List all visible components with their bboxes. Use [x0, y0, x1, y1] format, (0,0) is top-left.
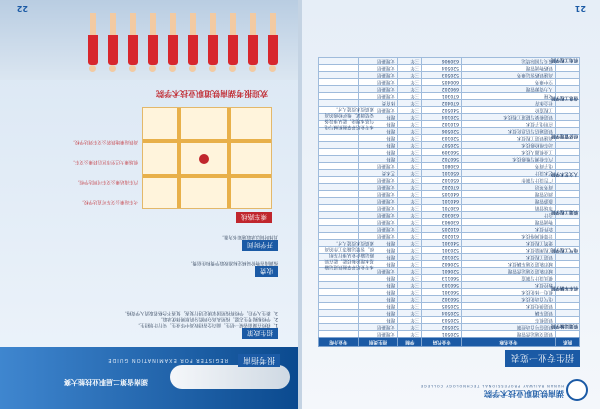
table-cell — [319, 156, 359, 163]
table-cell: 三年 — [398, 268, 422, 275]
table-header: 招生类别 — [358, 338, 398, 347]
table-header-row — [319, 338, 580, 347]
table-cell: 文理兼招 — [358, 212, 398, 219]
table-cell: 520503 — [422, 317, 462, 324]
table-cell: 520506 — [422, 128, 462, 135]
table-cell: 640105 — [422, 191, 462, 198]
table-cell: 三年 — [398, 128, 422, 135]
table-cell — [319, 142, 359, 149]
staff-member — [148, 12, 158, 72]
table-cell: 三年 — [398, 275, 422, 282]
table-cell: 三年 — [398, 317, 422, 324]
table-cell — [319, 289, 359, 296]
table-cell: 三年 — [398, 156, 422, 163]
table-cell: 610205 — [422, 226, 462, 233]
table-cell — [319, 282, 359, 289]
table-cell: 三年 — [398, 58, 422, 65]
table-cell: 三年 — [398, 303, 422, 310]
route-map — [142, 107, 272, 209]
staff-member — [128, 12, 138, 72]
start-heading: 开学时间 — [242, 240, 278, 251]
table-row — [319, 296, 580, 303]
table-row — [319, 303, 580, 310]
table-row — [319, 310, 580, 317]
table-cell — [319, 303, 359, 310]
table-cell: 三年 — [398, 135, 422, 142]
staff-member — [228, 12, 238, 72]
table-cell: 铁道交通运营管理 — [462, 331, 556, 338]
table-cell — [319, 65, 359, 72]
table-row — [319, 163, 580, 170]
table-cell: 文理兼招 — [358, 324, 398, 331]
school-name-en: HUNAN RAILWAY PROFESSIONAL TECHNOLOGY COLLEGE — [419, 384, 564, 388]
table-cell: 理科 — [358, 261, 398, 268]
table-cell — [319, 79, 359, 86]
table-cell: 670202 — [422, 184, 462, 191]
table-cell: 三年 — [398, 163, 422, 170]
table-cell — [319, 149, 359, 156]
table-cell: 理科 — [358, 310, 398, 317]
table-cell: 三年 — [398, 86, 422, 93]
table-cell: 铁道工程技术 — [462, 254, 556, 261]
policy-heading: 招生政策 — [242, 328, 278, 339]
table-cell: 文理兼招 — [358, 198, 398, 205]
table-cell: 理科 — [358, 275, 398, 282]
table-cell: 铁道供电技术 — [462, 303, 556, 310]
table-row — [319, 86, 580, 93]
table-cell: 商务英语 — [462, 184, 556, 191]
table-cell: 高速铁道工程技术 — [462, 135, 556, 142]
table-cell: 520507 — [422, 142, 462, 149]
table-row — [319, 58, 580, 65]
table-cell: 520602 — [422, 261, 462, 268]
table-cell: 人力资源管理 — [462, 86, 556, 93]
table-cell: 理科 — [358, 317, 398, 324]
table-cell: 690202 — [422, 86, 462, 93]
table-row — [319, 317, 580, 324]
dept-label: 经济管理学院 — [551, 133, 578, 138]
dept-label: 机车车辆学院 — [551, 285, 578, 290]
table-cell: 艺术设计 — [462, 170, 556, 177]
school-name: 湖南铁道职业技术学院 — [484, 389, 564, 398]
table-cell: 理科 — [358, 135, 398, 142]
section-subtitle: REGISTER FOR EXAMINATION GUIDE — [107, 357, 228, 363]
table-cell — [319, 72, 359, 79]
table-cell: 三年 — [398, 93, 422, 100]
table-cell: 工程造价 — [462, 107, 556, 114]
table-cell: 文理兼招 — [358, 331, 398, 338]
table-cell: 文理兼招 — [358, 219, 398, 226]
table-cell: 630906 — [422, 58, 462, 65]
table-cell: 640101 — [422, 198, 462, 205]
dept-label: 电气工程学院 — [551, 247, 578, 252]
table-row — [319, 65, 580, 72]
table-cell: 模具设计与制造 — [462, 275, 556, 282]
dept-label: 铁道工程学院 — [551, 209, 578, 214]
table-cell: 670301 — [422, 93, 462, 100]
route-line: 火车站乘公交车可直达学校。 — [79, 199, 138, 204]
table-cell: 动车组检修技术 — [462, 142, 556, 149]
table-cell — [319, 310, 359, 317]
table-cell — [319, 58, 359, 65]
table-cell: 铁路物流管理 — [462, 65, 556, 72]
table-cell: 理科 — [358, 282, 398, 289]
table-cell: 三年 — [398, 107, 422, 114]
table-cell: 铁道机车 — [462, 317, 556, 324]
table-cell: 三年 — [398, 100, 422, 107]
table-cell: 三年 — [398, 198, 422, 205]
table-cell: 630903 — [422, 219, 462, 226]
staff-member — [208, 12, 218, 72]
table-cell: 520104 — [422, 114, 462, 121]
table-cell: 计算机网络技术 — [462, 233, 556, 240]
table-cell: 铁道信号自动控制 — [462, 324, 556, 331]
route-line: 高铁站乘地铁转公交车到达学校。 — [70, 139, 138, 144]
table-cell: 三年 — [398, 289, 422, 296]
table-cell: 应用电子技术 — [462, 121, 556, 128]
table-cell: 文理兼招 — [358, 205, 398, 212]
table-cell: 三年 — [398, 212, 422, 219]
table-cell — [319, 191, 359, 198]
staff-member — [88, 12, 98, 72]
table-cell: 三年 — [398, 226, 422, 233]
banner-slogan: 湖南省第二届职业技能大赛 — [64, 378, 148, 386]
table-cell — [319, 177, 359, 184]
table-cell: 600405 — [422, 79, 462, 86]
route-line: 机场乘大巴至市区后转乘公交车。 — [70, 159, 138, 164]
table-cell: 560702 — [422, 156, 462, 163]
dept-label: 信息工程学院 — [551, 95, 578, 100]
policy-line: 3、新生入学后，学校将按照国家规定进行复查，复查不合格者取消入学资格。 — [122, 310, 278, 315]
table-cell: 文理兼招 — [358, 268, 398, 275]
table-cell — [319, 324, 359, 331]
table-row — [319, 205, 580, 212]
table-body — [319, 58, 580, 338]
table-cell: 电气自动化技术 — [462, 296, 556, 303]
table-row — [319, 331, 580, 338]
map-road — [143, 139, 271, 143]
table-row — [319, 184, 580, 191]
table-cell: 理科 — [358, 240, 398, 247]
table-cell: 理科 — [358, 247, 398, 254]
table-cell: 文理兼招 — [358, 184, 398, 191]
table-cell: 空中乘务 — [462, 79, 556, 86]
table-cell: 560309 — [422, 149, 462, 156]
page-title: 招生专业一览表 — [505, 350, 580, 367]
staff-member — [268, 12, 278, 72]
table-cell: 520103 — [422, 135, 462, 142]
table-cell: 三年 — [398, 261, 422, 268]
table-cell: 三年 — [398, 324, 422, 331]
table-cell — [319, 219, 359, 226]
table-cell: 650101 — [422, 170, 462, 177]
table-cell: 理科 — [358, 114, 398, 121]
table-cell: 艺术类 — [358, 170, 398, 177]
table-row — [319, 72, 580, 79]
policy-line: 2、学校根据考生志愿，按照从高分到低分的原则择优录取。 — [158, 316, 278, 321]
table-cell: 630302 — [422, 212, 462, 219]
table-cell: 汽车检测与维修技术 — [462, 156, 556, 163]
staff-photo — [0, 0, 298, 80]
table-cell: 报关与国际货运 — [462, 58, 556, 65]
table-cell: 三年 — [398, 331, 422, 338]
table-cell: 520502 — [422, 324, 462, 331]
table-cell: 机电一体化技术 — [462, 289, 556, 296]
table-cell: 三年 — [398, 79, 422, 86]
table-cell: 文理兼招 — [358, 65, 398, 72]
map-road — [143, 174, 271, 178]
table-cell — [319, 93, 359, 100]
table-row — [319, 170, 580, 177]
table-cell: 三年 — [398, 149, 422, 156]
table-cell — [319, 184, 359, 191]
fee-text: 按湖南省物价局核定标准收取学费和住宿费。 — [188, 260, 278, 265]
table-cell: 三年 — [398, 247, 422, 254]
table-cell: 三年 — [398, 72, 422, 79]
table-cell — [319, 135, 359, 142]
table-row — [319, 177, 580, 184]
table-cell: 670402 — [422, 100, 462, 107]
table-row — [319, 142, 580, 149]
table-cell: 520301 — [422, 247, 462, 254]
table-cell: 理科 — [358, 254, 398, 261]
table-cell: 三年 — [398, 191, 422, 198]
table-cell: 文理兼招 — [358, 107, 398, 114]
table-cell: 三年 — [398, 219, 422, 226]
table-row — [319, 156, 580, 163]
table-cell: 三年 — [398, 184, 422, 191]
table-header: 院系 — [555, 338, 579, 347]
dept-label: 人文艺术学院 — [551, 171, 578, 176]
table-cell: 560113 — [422, 275, 462, 282]
table-cell: 理科 — [358, 121, 398, 128]
table-cell: 城市轨道交通车辆技术 — [462, 261, 556, 268]
table-cell: 三年 — [398, 254, 422, 261]
table-cell: 铁道通信与信息化技术 — [462, 128, 556, 135]
table-cell: 三年 — [398, 177, 422, 184]
table-cell: 城市轨道交通运营管理 — [462, 268, 556, 275]
table-header: 专业名称 — [462, 338, 556, 347]
table-row — [319, 79, 580, 86]
dept-label: 铁道运输学院 — [551, 323, 578, 328]
table-cell — [319, 86, 359, 93]
table-cell: 三年 — [398, 282, 422, 289]
table-cell: 三年 — [398, 296, 422, 303]
table-cell: 三年 — [398, 240, 422, 247]
table-cell — [319, 170, 359, 177]
table-cell: 理科 — [358, 156, 398, 163]
table-row — [319, 93, 580, 100]
table-cell: 软件技术 — [462, 226, 556, 233]
table-cell: 工业机器人技术 — [462, 149, 556, 156]
table-cell: 540502 — [422, 107, 462, 114]
table-cell: 610102 — [422, 121, 462, 128]
route-heading: 乘车路线 — [236, 212, 272, 223]
table-cell: 三年 — [398, 65, 422, 72]
table-cell: 旅游管理 — [462, 198, 556, 205]
table-row — [319, 219, 580, 226]
table-cell: 体育类 — [358, 100, 398, 107]
table-cell — [319, 212, 359, 219]
table-cell: 数控技术 — [462, 282, 556, 289]
table-row — [319, 282, 580, 289]
table-cell: 广告设计与制作 — [462, 177, 556, 184]
right-page — [302, 0, 600, 409]
page-number: 22 — [16, 4, 28, 13]
map-road — [227, 108, 231, 208]
bottom-slogan: 欢迎报考湖南铁道职业技术学院 — [156, 89, 268, 98]
table-cell: 630701 — [422, 205, 462, 212]
table-cell: 520102 — [422, 254, 462, 261]
table-cell: 三年 — [398, 121, 422, 128]
table-cell: 铁道桥梁与隧道工程技术 — [462, 114, 556, 121]
table-cell — [319, 296, 359, 303]
table-cell: 铁道车辆 — [462, 310, 556, 317]
table-cell: 理科 — [358, 142, 398, 149]
major-intro: 本专业培养掌握机械与电气基本理论，能从事设备安装调试、维护检修的高素质技术技能人才。 — [324, 106, 374, 129]
table-cell: 三年 — [398, 114, 422, 121]
table-cell: 560302 — [422, 296, 462, 303]
table-cell: 三年 — [398, 142, 422, 149]
table-cell: 三年 — [398, 170, 422, 177]
table-cell: 610202 — [422, 233, 462, 240]
table-cell: 高速铁路客运乘务 — [462, 72, 556, 79]
majors-table — [318, 57, 580, 347]
table-row — [319, 191, 580, 198]
table-cell: 520505 — [422, 303, 462, 310]
table-row — [319, 149, 580, 156]
table-cell: 酒店管理 — [462, 191, 556, 198]
left-page — [0, 0, 298, 409]
school-location-marker — [199, 154, 209, 164]
table-cell: 520504 — [422, 65, 462, 72]
staff-member — [188, 12, 198, 72]
school-logo-icon — [566, 379, 588, 401]
major-intro: 本专业培养掌握铁道运输基本理论和技能，能在铁路运输企业从事行车组织、客货运输等工作的高素质技术技能人才。 — [324, 240, 374, 269]
table-cell: 文理兼招 — [358, 163, 398, 170]
page-number: 21 — [574, 4, 586, 13]
table-cell: 市场营销 — [462, 205, 556, 212]
table-cell — [319, 198, 359, 205]
table-cell: 文理兼招 — [358, 233, 398, 240]
table-cell: 理科 — [358, 289, 398, 296]
table-cell: 540301 — [422, 240, 462, 247]
table-cell: 电子商务 — [462, 163, 556, 170]
table-cell — [319, 205, 359, 212]
section-title: 报考指南 — [238, 354, 280, 367]
table-cell: 三年 — [398, 205, 422, 212]
train-image — [170, 365, 290, 389]
table-cell: 文理兼招 — [358, 86, 398, 93]
table-cell: 理科 — [358, 296, 398, 303]
map-road — [177, 108, 181, 208]
table-cell: 520504 — [422, 310, 462, 317]
table-cell: 建筑工程技术 — [462, 240, 556, 247]
table-cell — [319, 275, 359, 282]
fee-heading: 收费 — [255, 266, 278, 277]
table-cell: 三年 — [398, 233, 422, 240]
table-cell — [319, 331, 359, 338]
table-cell: 物流管理 — [462, 219, 556, 226]
table-cell: 文理兼招 — [358, 72, 398, 79]
staff-member — [168, 12, 178, 72]
start-text: 具体时间以录取通知书为准。 — [219, 234, 278, 239]
policy-line: 1、我校在湖南省统一招生，面向全省招收高中毕业生，实行计划招生。 — [135, 322, 278, 327]
table-cell: 560301 — [422, 289, 462, 296]
table-row — [319, 324, 580, 331]
table-cell: 630801 — [422, 163, 462, 170]
table-cell: 560103 — [422, 282, 462, 289]
table-header: 专业介绍 — [319, 338, 359, 347]
table-cell: 文理兼招 — [358, 58, 398, 65]
table-cell: 文秘 — [462, 93, 556, 100]
table-cell: 理科 — [358, 149, 398, 156]
table-cell: 文理兼招 — [358, 191, 398, 198]
table-row — [319, 226, 580, 233]
policy-text — [18, 309, 278, 327]
table-cell: 文理兼招 — [358, 79, 398, 86]
table-row — [319, 135, 580, 142]
route-line: 汽车南站乘公交车可到达学校。 — [75, 179, 138, 184]
dept-labels — [544, 29, 578, 339]
table-row — [319, 289, 580, 296]
table-cell — [319, 317, 359, 324]
table-cell: 文理兼招 — [358, 177, 398, 184]
table-cell: 520501 — [422, 331, 462, 338]
table-row — [319, 212, 580, 219]
table-cell: 520601 — [422, 268, 462, 275]
table-row — [319, 275, 580, 282]
table-cell — [319, 163, 359, 170]
table-cell: 520503 — [422, 72, 462, 79]
table-cell: 会计 — [462, 212, 556, 219]
staff-member — [248, 12, 258, 72]
dept-label: 机电工程学院 — [551, 57, 578, 62]
table-cell: 650102 — [422, 177, 462, 184]
table-header: 学制 — [398, 338, 422, 347]
table-cell: 工程测量技术 — [462, 247, 556, 254]
table-cell — [319, 226, 359, 233]
table-cell: 文理兼招 — [358, 93, 398, 100]
table-cell: 理科 — [358, 303, 398, 310]
table-row — [319, 198, 580, 205]
table-cell: 社会体育 — [462, 100, 556, 107]
table-cell: 理科 — [358, 128, 398, 135]
table-cell: 三年 — [398, 310, 422, 317]
table-cell: 文理兼招 — [358, 226, 398, 233]
staff-member — [108, 12, 118, 72]
table-header: 专业代码 — [422, 338, 462, 347]
